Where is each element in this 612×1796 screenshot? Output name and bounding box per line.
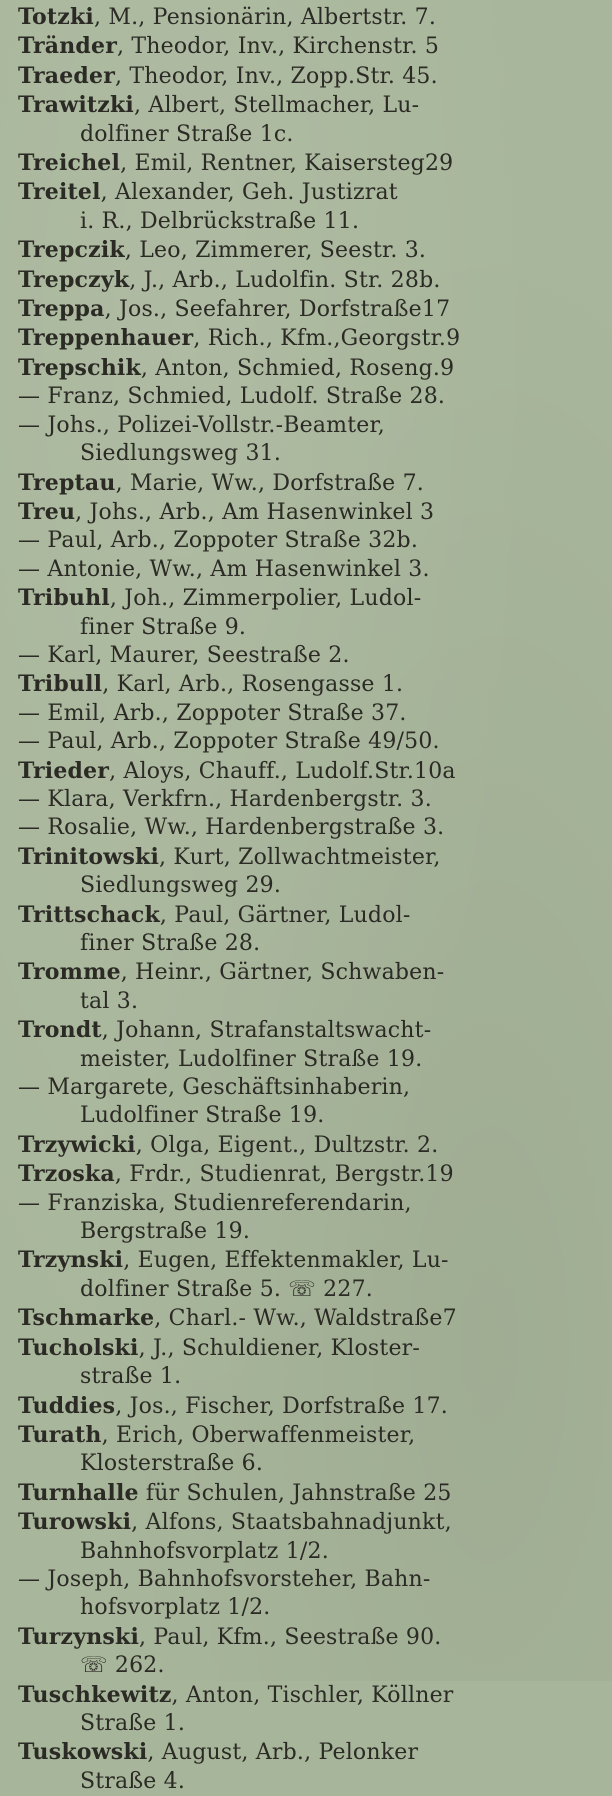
entry-details: , M., Pensionärin, Albertstr. 7. — [93, 5, 437, 30]
directory-entry — [18, 236, 598, 265]
entry-surname: Treitel — [18, 179, 101, 206]
entry-surname: Trepschik — [18, 354, 141, 381]
entry-surname: Trawitzki — [18, 92, 134, 119]
entry-details: Siedlungsweg 29. — [80, 873, 282, 899]
entry-details: , Paul, Gärtner, Ludol- — [159, 902, 411, 928]
entry-surname: Tränder — [18, 33, 117, 60]
directory-entry — [18, 412, 598, 469]
entry-surname: Turnhalle — [18, 1479, 139, 1506]
entry-first-line — [18, 412, 598, 440]
directory-entry — [18, 814, 598, 842]
directory-entry — [18, 1304, 598, 1333]
entry-surname: Totzki — [18, 4, 94, 30]
directory-entry — [18, 1623, 598, 1681]
directory-entry — [18, 958, 598, 1016]
entry-first-line — [18, 843, 598, 872]
directory-entry — [18, 1566, 598, 1623]
entry-continuation-line — [18, 1768, 598, 1796]
entry-continuation-line — [18, 1538, 598, 1566]
entry-first-line — [18, 1246, 598, 1275]
entry-details: , Jos., Seefahrer, Dorfstraße17 — [104, 297, 451, 323]
directory-entry — [18, 1131, 598, 1160]
entry-details: , Theodor, Inv., Zopp.Str. 45. — [114, 63, 438, 89]
entry-details: , Karl, Arb., Rosengasse 1. — [102, 672, 404, 698]
entry-first-line — [18, 1421, 598, 1450]
entry-details: — Joseph, Bahnhofsvorsteher, Bahn- — [18, 1566, 431, 1592]
entry-first-line — [18, 383, 598, 411]
directory-entry — [18, 843, 598, 901]
entry-first-line — [18, 728, 598, 756]
entry-surname: Tribull — [18, 671, 103, 698]
entry-details: , August, Arb., Pelonker — [147, 1740, 419, 1766]
entry-first-line — [18, 266, 598, 295]
entry-first-line — [18, 584, 598, 613]
entry-surname: Trieder — [18, 757, 110, 784]
entry-first-line — [18, 1566, 598, 1594]
entry-details: i. R., Delbrückstraße 11. — [80, 208, 360, 234]
directory-entry — [18, 642, 598, 670]
directory-entry — [18, 324, 598, 353]
entry-details: meister, Ludolfiner Straße 19. — [80, 1046, 423, 1072]
entry-details: — Karl, Maurer, Seestraße 2. — [18, 642, 350, 668]
entry-details: , Jos., Fischer, Dorfstraße 17. — [115, 1393, 448, 1419]
entry-first-line — [18, 757, 598, 786]
entry-first-line — [18, 91, 598, 120]
directory-entry — [18, 1334, 598, 1392]
entry-details: , Anton, Tischler, Köllner — [171, 1682, 454, 1708]
directory-entry — [18, 62, 598, 91]
directory-entry — [18, 1681, 598, 1739]
entry-first-line — [18, 354, 598, 383]
entry-details: Straße 4. — [80, 1768, 186, 1794]
directory-entry — [18, 1190, 598, 1247]
entry-details: , Olga, Eigent., Dultzstr. 2. — [135, 1132, 439, 1158]
entry-surname: Turowski — [18, 1509, 132, 1536]
entry-details: , Eugen, Effektenmakler, Lu- — [123, 1248, 449, 1274]
entry-details: , Leo, Zimmerer, Seestr. 3. — [124, 238, 427, 264]
entry-continuation-line — [18, 988, 598, 1016]
entry-surname: Tuddies — [18, 1392, 116, 1419]
entry-surname: Treptau — [18, 469, 116, 496]
entry-details: , Theodor, Inv., Kirchenstr. 5 — [116, 34, 440, 60]
directory-entry — [18, 178, 598, 236]
entry-details: Bergstraße 19. — [80, 1219, 251, 1245]
entry-details: , Kurt, Zollwachtmeister, — [159, 844, 441, 870]
entry-details: Ludolfiner Straße 19. — [80, 1103, 325, 1129]
entry-surname: Traeder — [18, 62, 115, 89]
directory-entry — [18, 32, 598, 61]
entry-first-line — [18, 1392, 598, 1421]
entry-first-line — [18, 295, 598, 324]
directory-entry — [18, 266, 598, 295]
entry-details: , Erich, Oberwaffenmeister, — [101, 1422, 416, 1448]
entry-details: , Albert, Stellmacher, Lu- — [133, 93, 420, 119]
entry-continuation-line — [18, 440, 598, 468]
entry-details: — Paul, Arb., Zoppoter Straße 32b. — [18, 528, 419, 554]
entry-details: — Paul, Arb., Zoppoter Straße 49/50. — [18, 729, 440, 755]
entry-details: — Johs., Polizei-Vollstr.-Beamter, — [18, 412, 385, 438]
entry-details: , J., Schuldiener, Kloster- — [138, 1335, 421, 1361]
entry-surname: Treichel — [18, 150, 121, 177]
directory-entry — [18, 1738, 598, 1796]
entry-continuation-line — [18, 1450, 598, 1478]
directory-entry — [18, 1074, 598, 1131]
directory-entry — [18, 149, 598, 178]
entry-surname: Tschmarke — [18, 1305, 155, 1332]
entry-continuation-line — [18, 121, 598, 149]
entry-details: , Johs., Arb., Am Hasenwinkel 3 — [75, 499, 435, 525]
entry-surname: Turzynski — [18, 1623, 139, 1650]
entry-details: , Rich., Kfm.,Georgstr.9 — [193, 326, 461, 352]
entry-details: , Charl.- Ww., Waldstraße7 — [154, 1306, 457, 1332]
entry-details: , Marie, Ww., Dorfstraße 7. — [115, 470, 424, 496]
entry-surname: Trinitowski — [18, 843, 160, 870]
entry-details: , Frdr., Studienrat, Bergstr.19 — [114, 1162, 454, 1188]
entry-continuation-line — [18, 872, 598, 900]
entry-details: — Margarete, Geschäftsinhaberin, — [18, 1075, 411, 1101]
entry-details: hofsvorplatz 1/2. — [80, 1595, 271, 1621]
entry-details: finer Straße 9. — [80, 614, 247, 640]
entry-details: — Klara, Verkfrn., Hardenbergstr. 3. — [18, 786, 432, 812]
entry-details: dolfiner Straße 1c. — [80, 121, 294, 147]
entry-surname: Tromme — [18, 959, 121, 986]
entry-details: — Franziska, Studienreferendarin, — [18, 1190, 412, 1216]
entry-continuation-line — [18, 930, 598, 958]
directory-entry — [18, 757, 598, 786]
entry-first-line — [18, 1304, 598, 1333]
entry-continuation-line — [18, 1218, 598, 1246]
entry-details: , Emil, Rentner, Kaisersteg29 — [120, 151, 454, 177]
entry-details: , J., Arb., Ludolfin. Str. 28b. — [129, 267, 441, 293]
entry-first-line — [18, 1190, 598, 1218]
entry-details: , Alexander, Geh. Justizrat — [100, 180, 398, 206]
entry-first-line — [18, 958, 598, 987]
entry-details: ☏ 262. — [80, 1653, 165, 1679]
entry-first-line — [18, 1016, 598, 1045]
directory-entry — [18, 1479, 598, 1508]
entry-details: Klosterstraße 6. — [80, 1451, 264, 1477]
entry-first-line — [18, 700, 598, 728]
directory-entry — [18, 354, 598, 383]
directory-entry — [18, 1392, 598, 1421]
entry-surname: Trzoska — [18, 1161, 115, 1188]
entry-first-line — [18, 1623, 598, 1652]
entry-surname: Trittschack — [18, 901, 160, 928]
entry-surname: Trondt — [18, 1017, 102, 1044]
directory-entry — [18, 901, 598, 959]
directory-entry — [18, 1508, 598, 1566]
entry-surname: Tucholski — [18, 1334, 139, 1361]
directory-entry — [18, 670, 598, 699]
entry-details: — Emil, Arb., Zoppoter Straße 37. — [18, 700, 407, 726]
directory-entry — [18, 584, 598, 642]
entry-surname: Treppenhauer — [18, 325, 194, 352]
entry-surname: Trepczyk — [18, 266, 130, 293]
entry-first-line — [18, 901, 598, 930]
entry-continuation-line — [18, 614, 598, 642]
directory-entry — [18, 498, 598, 527]
entry-first-line — [18, 556, 598, 584]
entry-details: — Rosalie, Ww., Hardenbergstraße 3. — [18, 815, 445, 841]
entry-surname: Trzywicki — [18, 1131, 136, 1158]
entry-surname: Tuskowski — [18, 1739, 148, 1766]
directory-entry — [18, 786, 598, 814]
entry-details: dolfiner Straße 5. ☏ 227. — [80, 1276, 373, 1302]
entry-first-line — [18, 1074, 598, 1102]
entry-details: — Antonie, Ww., Am Hasenwinkel 3. — [18, 556, 430, 582]
directory-entry — [18, 527, 598, 555]
directory-entry — [18, 1016, 598, 1074]
entry-surname: Turath — [18, 1421, 102, 1448]
entry-first-line — [18, 498, 598, 527]
entry-surname: Trzynski — [18, 1247, 124, 1274]
entry-first-line — [18, 178, 598, 207]
entry-details: Bahnhofsvorplatz 1/2. — [80, 1538, 329, 1564]
entry-details: , Paul, Kfm., Seestraße 90. — [139, 1624, 442, 1650]
entry-first-line — [18, 62, 598, 91]
entry-continuation-line — [18, 1710, 598, 1738]
entry-surname: Tribuhl — [18, 585, 110, 612]
entry-first-line — [18, 642, 598, 670]
entry-details: , Heinr., Gärtner, Schwaben- — [120, 960, 445, 986]
entry-first-line — [18, 149, 598, 178]
entry-continuation-line — [18, 1594, 598, 1622]
directory-entry — [18, 3, 598, 32]
directory-entries — [18, 3, 598, 1796]
entry-first-line — [18, 1738, 598, 1767]
entry-details: — Franz, Schmied, Ludolf. Straße 28. — [18, 384, 446, 410]
entry-first-line — [18, 786, 598, 814]
entry-surname: Treppa — [18, 296, 105, 323]
entry-first-line — [18, 469, 598, 498]
entry-details: , Johann, Strafanstaltswacht- — [101, 1018, 432, 1044]
entry-continuation-line — [18, 1652, 598, 1680]
directory-entry — [18, 91, 598, 149]
entry-first-line — [18, 32, 598, 61]
entry-first-line — [18, 324, 598, 353]
entry-details: finer Straße 28. — [80, 931, 261, 956]
entry-details: , Alfons, Staatsbahnadjunkt, — [131, 1510, 452, 1536]
entry-first-line — [18, 1479, 598, 1508]
entry-surname: Treu — [18, 498, 76, 525]
directory-entry — [18, 383, 598, 411]
directory-entry — [18, 700, 598, 728]
directory-entry — [18, 728, 598, 756]
entry-details: tal 3. — [80, 988, 139, 1014]
entry-surname: Tuschkewitz — [18, 1681, 172, 1708]
entry-continuation-line — [18, 208, 598, 236]
entry-continuation-line — [18, 1363, 598, 1391]
entry-first-line — [18, 1681, 598, 1710]
entry-details: Straße 1. — [80, 1710, 186, 1736]
directory-entry — [18, 295, 598, 324]
entry-first-line — [18, 814, 598, 842]
entry-continuation-line — [18, 1276, 598, 1304]
entry-continuation-line — [18, 1046, 598, 1074]
entry-first-line — [18, 3, 598, 32]
directory-entry — [18, 1421, 598, 1479]
entry-first-line — [18, 670, 598, 699]
directory-entry — [18, 469, 598, 498]
entry-details: für Schulen, Jahnstraße 25 — [138, 1480, 452, 1506]
entry-details: Siedlungsweg 31. — [80, 441, 282, 467]
entry-details: , Anton, Schmied, Roseng.9 — [140, 355, 455, 381]
entry-details: straße 1. — [80, 1364, 182, 1390]
entry-first-line — [18, 1508, 598, 1537]
directory-entry — [18, 1160, 598, 1189]
directory-entry — [18, 1246, 598, 1304]
entry-details: , Aloys, Chauff., Ludolf.Str.10a — [109, 758, 456, 784]
entry-first-line — [18, 527, 598, 555]
directory-entry — [18, 556, 598, 584]
entry-continuation-line — [18, 1102, 598, 1130]
entry-first-line — [18, 1160, 598, 1189]
entry-first-line — [18, 236, 598, 265]
entry-surname: Trepczik — [18, 237, 125, 264]
entry-first-line — [18, 1334, 598, 1363]
entry-first-line — [18, 1131, 598, 1160]
entry-details: , Joh., Zimmerpolier, Ludol- — [109, 586, 422, 612]
